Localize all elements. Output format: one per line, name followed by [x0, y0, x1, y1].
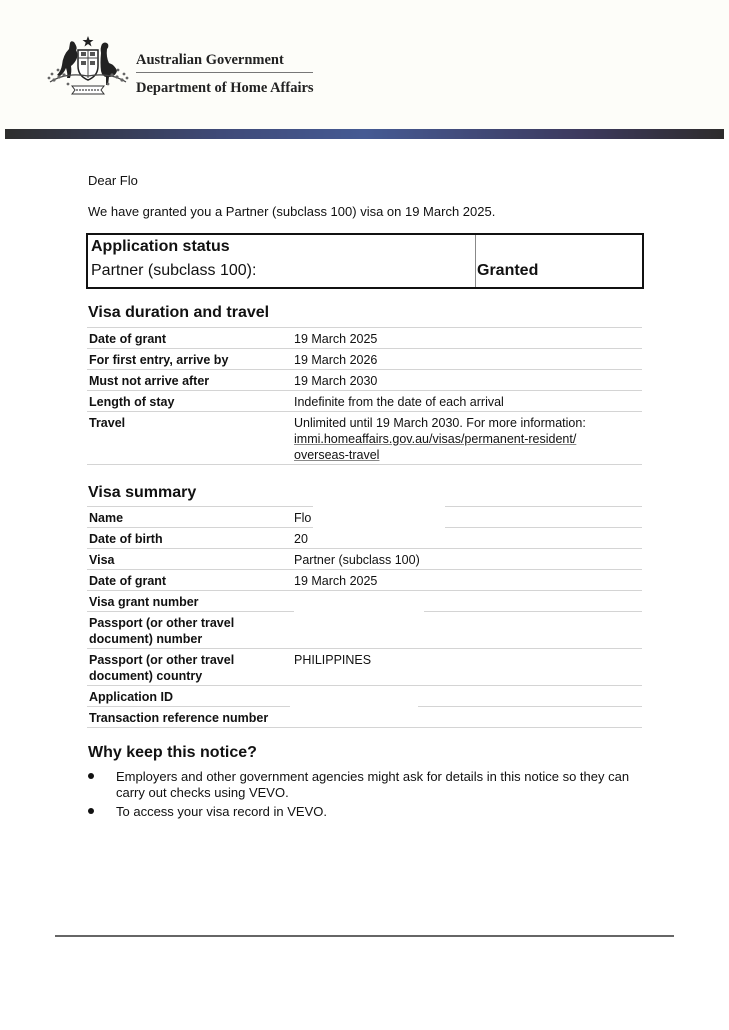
redaction [313, 526, 445, 530]
visa-summary-title: Visa summary [88, 484, 197, 501]
row-value: 19 March 2025 [294, 332, 378, 346]
redaction [294, 610, 424, 614]
greeting: Dear Flo [88, 173, 138, 188]
table-row [87, 611, 642, 648]
status-label: Partner (subclass 100): [91, 262, 257, 279]
status-value: Granted [477, 262, 539, 279]
why-keep-list [88, 769, 648, 823]
table-row [87, 685, 642, 706]
row-label: Visa grant number [89, 595, 199, 609]
redaction [290, 705, 418, 709]
table-row [87, 327, 642, 348]
travel-text: Unlimited until 19 March 2030. For more information: [294, 416, 586, 430]
government-name: Australian Government [136, 52, 284, 68]
row-value: 19 March 2026 [294, 353, 378, 367]
letterhead-divider [136, 72, 313, 73]
row-label: Date of birth [89, 532, 163, 546]
table-row [87, 369, 642, 390]
bullet-icon [88, 773, 94, 779]
travel-info-link-continued[interactable]: overseas-travel [294, 448, 380, 462]
row-value: 20 [294, 532, 308, 546]
status-title: Application status [91, 238, 230, 255]
status-column-divider [475, 235, 476, 287]
row-label-line: Passport (or other travel [89, 653, 235, 667]
row-label: Travel [89, 416, 126, 430]
row-label: Must not arrive after [89, 374, 210, 388]
row-label: Date of grant [89, 574, 167, 588]
row-value: 19 March 2030 [294, 374, 378, 388]
row-value: Partner (subclass 100) [294, 553, 420, 567]
row-value: PHILIPPINES [294, 653, 372, 667]
list-item [88, 769, 648, 801]
header-band [5, 129, 724, 139]
row-value: 19 March 2025 [294, 574, 378, 588]
row-label: Visa [89, 553, 115, 567]
table-row [87, 527, 642, 548]
list-item [88, 804, 648, 820]
table-row [87, 411, 642, 465]
table-row [87, 348, 642, 369]
row-label [89, 615, 289, 647]
table-row [87, 648, 642, 685]
row-label: For first entry, arrive by [89, 353, 229, 367]
travel-info-link[interactable]: immi.homeaffairs.gov.au/visas/permanent-resident/ [294, 432, 577, 446]
application-status-box [86, 233, 644, 289]
visa-duration-title: Visa duration and travel [88, 304, 270, 321]
row-label: Application ID [89, 690, 174, 704]
letterhead [0, 0, 729, 130]
row-label-line: document) number [89, 632, 203, 646]
table-row [87, 548, 642, 569]
row-label: Length of stay [89, 395, 175, 409]
table-row [87, 569, 642, 590]
table-row [87, 506, 642, 527]
row-value: Indefinite from the date of each arrival [294, 395, 504, 409]
redaction [313, 505, 445, 509]
row-value [294, 415, 639, 463]
visa-duration-table [87, 327, 642, 465]
row-label: Name [89, 511, 124, 525]
row-label-line: document) country [89, 669, 203, 683]
row-label: Date of grant [89, 332, 167, 346]
list-item-text: Employers and other government agencies might ask for details in this notice so they can carry out checks using VEVO. [116, 769, 630, 800]
row-label-line: Passport (or other travel [89, 616, 235, 630]
coat-of-arms-icon [44, 34, 132, 98]
table-row [87, 590, 642, 611]
intro-text: We have granted you a Partner (subclass 100) visa on 19 March 2025. [88, 204, 496, 219]
footer-divider [55, 935, 674, 937]
row-label: Transaction reference number [89, 711, 269, 725]
table-row [87, 390, 642, 411]
bullet-icon [88, 808, 94, 814]
table-row [87, 706, 642, 728]
visa-summary-table [87, 506, 642, 728]
row-label [89, 652, 289, 684]
list-item-text: To access your visa record in VEVO. [116, 804, 327, 819]
why-keep-title: Why keep this notice? [88, 744, 257, 761]
department-name: Department of Home Affairs [136, 80, 314, 96]
row-value: Flo [294, 511, 312, 525]
